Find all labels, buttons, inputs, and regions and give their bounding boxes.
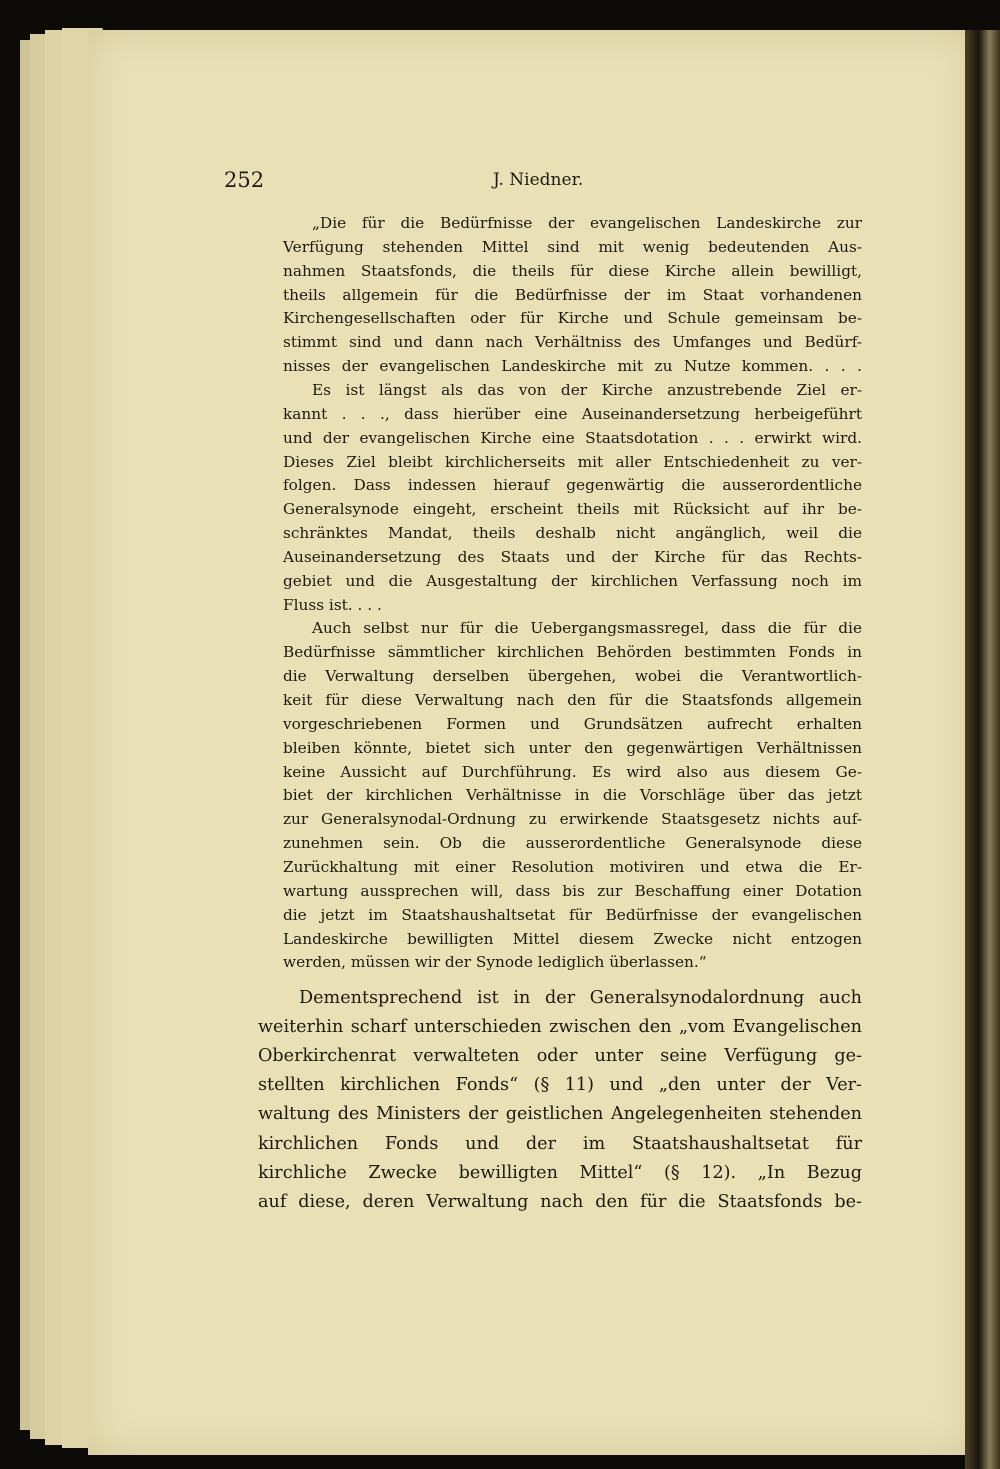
text-line: bleiben könnte, bietet sich unter den gegenwärtigen Verhältnissen — [283, 738, 862, 757]
text-line: zur Generalsynodal-Ordnung zu erwirkende Staatsgesetz nichts auf- — [283, 810, 862, 829]
text-line: Generalsynode eingeht, erscheint theils mit Rücksicht auf ihr be- — [283, 500, 862, 519]
text-line: waltung des Ministers der geistlichen Angelegenheiten stehenden — [258, 1104, 862, 1125]
text-line: folgen. Dass indessen hierauf gegenwärtig die ausserordentliche — [283, 476, 862, 495]
text-line: Kirchengesellschaften oder für Kirche und Schule gemeinsam be- — [283, 309, 862, 328]
text-line: „Die für die Bedürfnisse der evangelischen Landeskirche zur — [312, 214, 862, 232]
text-line: nisses der evangelischen Landeskirche mit zu Nutze kommen. . . . — [283, 357, 862, 376]
text-line: Zurückhaltung mit einer Resolution motiviren und etwa die Er- — [283, 857, 862, 876]
text-line: Es ist längst als das von der Kirche anzustrebende Ziel er- — [312, 380, 862, 399]
text-line: nahmen Staatsfonds, die theils für diese Kirche allein bewilligt, — [283, 261, 862, 280]
text-line: Dementsprechend ist in der Generalsynodalordnung auch — [299, 988, 862, 1008]
text-line: keit für diese Verwaltung nach den für die Staatsfonds allgemein — [283, 691, 862, 709]
text-line: Dieses Ziel bleibt kirchlicherseits mit aller Entschiedenheit zu ver- — [283, 452, 862, 471]
text-line: kirchliche Zwecke bewilligten Mittel“ (§ 12). „In Bezug — [258, 1162, 862, 1183]
text-line: Auseinandersetzung des Staats und der Kirche für das Rechts- — [283, 547, 862, 566]
text-line: Verfügung stehenden Mittel sind mit wenig bedeutenden Aus- — [283, 237, 862, 256]
text-line: die jetzt im Staatshaushaltsetat für Bedürfnisse der evangelischen — [283, 905, 862, 924]
text-line: theils allgemein für die Bedürfnisse der im Staat vorhandenen — [283, 285, 862, 304]
book-gutter — [965, 30, 1000, 1469]
text-line: zunehmen sein. Ob die ausserordentliche Generalsynode diese — [283, 834, 862, 853]
text-line: vorgeschriebenen Formen und Grundsätzen aufrecht erhalten — [283, 714, 862, 733]
text-line: biet der kirchlichen Verhältnisse in die Vorschläge über das jetzt — [283, 786, 862, 805]
text-line: Oberkirchenrat verwalteten oder unter seine Verfügung ge- — [258, 1046, 862, 1067]
text-line: Landeskirche bewilligten Mittel diesem Zwecke nicht entzogen — [283, 929, 862, 948]
text-line: gebiet und die Ausgestaltung der kirchlichen Verfassung noch im — [283, 571, 862, 590]
running-head: J. Niedner. — [493, 170, 584, 190]
text-line: wartung aussprechen will, dass bis zur Beschaffung einer Dotation — [283, 881, 862, 900]
text-line: keine Aussicht auf Durchführung. Es wird also aus diesem Ge- — [283, 762, 862, 781]
text-line: Bedürfnisse sämmtlicher kirchlichen Behörden bestimmten Fonds in — [283, 643, 862, 662]
text-line: Auch selbst nur für die Uebergangsmassregel, dass die für die — [312, 619, 862, 638]
text-line: weiterhin scharf unterschieden zwischen den „vom Evangelischen — [258, 1017, 862, 1038]
text-line: auf diese, deren Verwaltung nach den für die Staatsfonds be- — [258, 1191, 862, 1212]
text-line: stimmt sind und dann nach Verhältniss des Umfanges und Bedürf- — [283, 333, 862, 352]
page-number: 252 — [224, 168, 265, 192]
text-line: kannt . . ., dass hierüber eine Auseinandersetzung herbeigeführt — [283, 404, 862, 423]
text-line: kirchlichen Fonds und der im Staatshaushaltsetat für — [258, 1133, 862, 1154]
text-line: die Verwaltung derselben übergehen, wobei die Verantwortlich- — [283, 667, 862, 686]
text-line: Fluss ist. . . . — [283, 595, 382, 614]
text-line: werden, müssen wir der Synode lediglich überlassen.“ — [283, 953, 707, 972]
text-line: schränktes Mandat, theils deshalb nicht angänglich, weil die — [283, 524, 862, 543]
text-line: stellten kirchlichen Fonds“ (§ 11) und „den unter der Ver- — [258, 1075, 862, 1096]
text-line: und der evangelischen Kirche eine Staatsdotation . . . erwirkt wird. — [283, 428, 862, 447]
